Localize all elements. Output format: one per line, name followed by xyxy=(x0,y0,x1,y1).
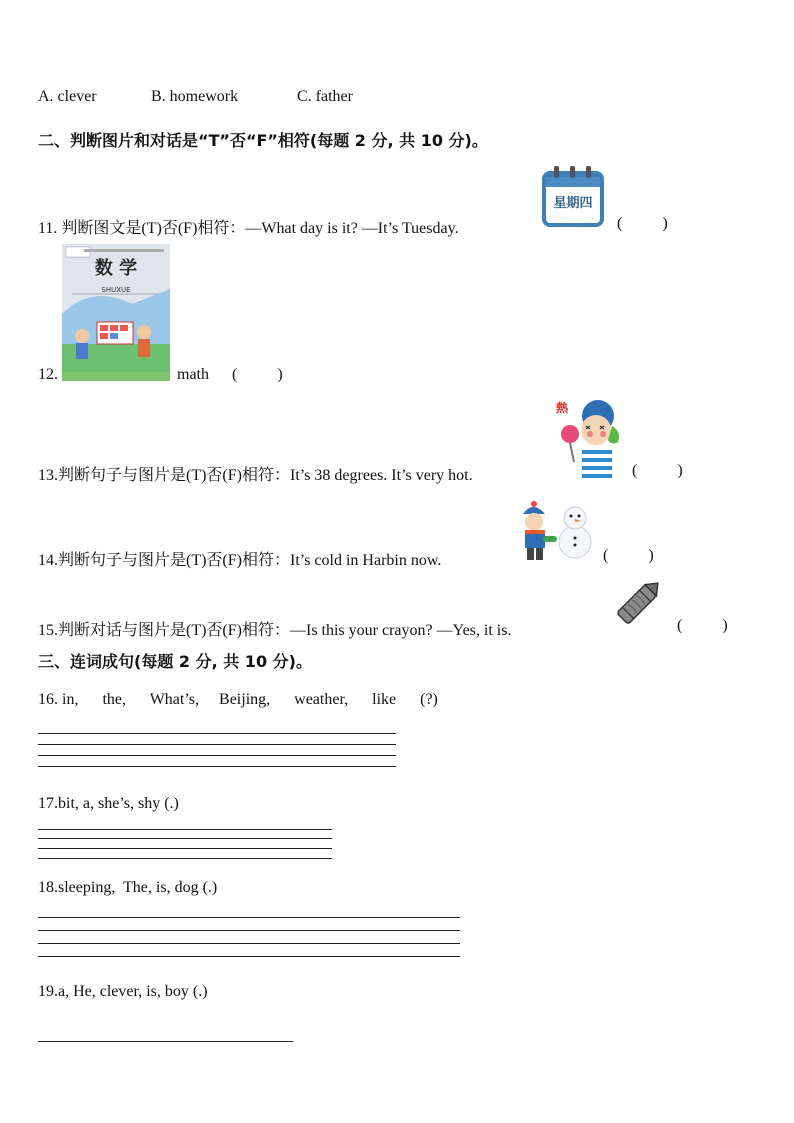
question-16: 16. in, the, What’s, Beijing, weather, like (?) xyxy=(38,691,438,708)
writing-line xyxy=(38,917,460,918)
writing-line xyxy=(38,858,332,859)
writing-line xyxy=(38,733,396,734)
crayon-icon xyxy=(610,575,666,631)
answer-paren-15[interactable]: ( ) xyxy=(677,617,728,634)
question-19: 19.a, He, clever, is, boy (.) xyxy=(38,983,208,1000)
writing-line xyxy=(38,848,332,849)
writing-line xyxy=(38,930,460,931)
calendar-icon xyxy=(540,165,606,229)
answer-paren-13[interactable]: ( ) xyxy=(632,462,683,479)
answer-lines-17[interactable] xyxy=(38,829,332,861)
book-title: 数 学 xyxy=(94,258,138,279)
writing-line xyxy=(38,838,332,839)
answer-lines-16[interactable] xyxy=(38,733,396,769)
option-b: B. homework xyxy=(151,88,239,105)
writing-line xyxy=(38,755,396,756)
question-15: 15.判断对话与图片是(T)否(F)相符：—Is this your crayon? —Yes, it is. xyxy=(38,622,512,639)
option-c: C. father xyxy=(297,88,353,105)
math-textbook-image xyxy=(62,244,170,381)
question-11: 11. 判断图文是(T)否(F)相符：—What day is it? —It’s Tuesday. xyxy=(38,220,459,237)
hot-weather-girl-image xyxy=(550,396,626,480)
answer-paren-14[interactable]: ( ) xyxy=(603,547,654,564)
answer-lines-18[interactable] xyxy=(38,917,460,959)
section2-heading: 二、判断图片和对话是“T”否“F”相符(每题 2 分, 共 10 分)。 xyxy=(38,131,488,150)
answer-lines-19[interactable] xyxy=(38,1041,293,1045)
boy-with-snowman-image xyxy=(517,500,594,562)
answer-paren-12[interactable]: ( ) xyxy=(232,366,283,383)
book-subtitle: SHUXUE xyxy=(101,286,131,294)
hot-label: 熱 xyxy=(556,401,569,415)
writing-line xyxy=(38,829,332,830)
option-a: A. clever xyxy=(38,88,97,105)
question-12-text: math xyxy=(177,366,209,383)
question-13: 13.判断句子与图片是(T)否(F)相符：It’s 38 degrees. It’s very hot. xyxy=(38,467,473,484)
question-18: 18.sleeping, The, is, dog (.) xyxy=(38,879,218,896)
writing-line xyxy=(38,956,460,957)
calendar-label: 星期四 xyxy=(553,196,593,211)
question-17: 17.bit, a, she’s, shy (.) xyxy=(38,795,179,812)
question-14: 14.判断句子与图片是(T)否(F)相符：It’s cold in Harbin now. xyxy=(38,552,442,569)
writing-line xyxy=(38,744,396,745)
question-12-number: 12. xyxy=(38,366,58,383)
section3-heading: 三、连词成句(每题 2 分, 共 10 分)。 xyxy=(38,652,312,671)
writing-line xyxy=(38,1041,293,1042)
writing-line xyxy=(38,766,396,767)
writing-line xyxy=(38,943,460,944)
answer-paren-11[interactable]: ( ) xyxy=(617,215,668,232)
